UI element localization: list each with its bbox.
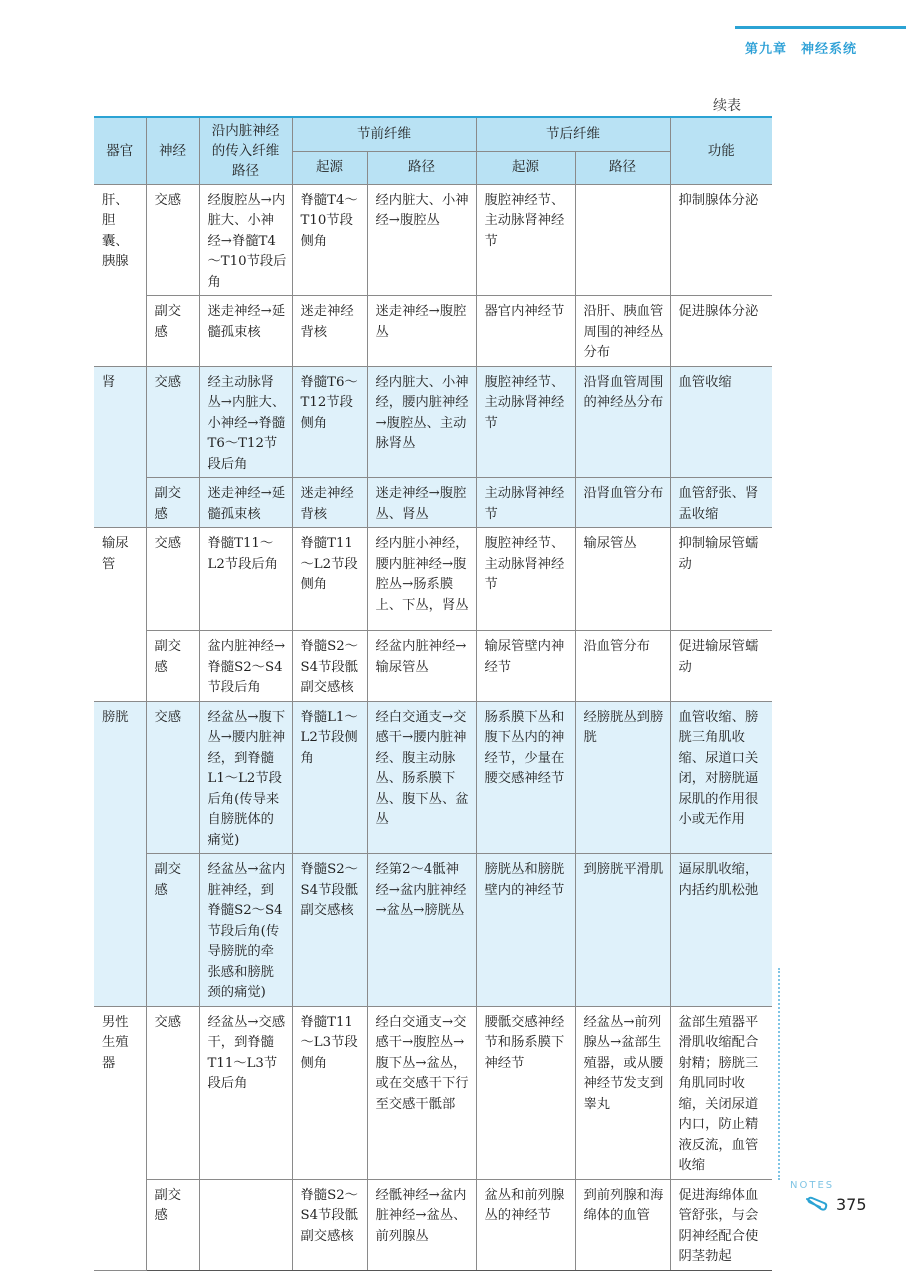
pre-route-cell: 迷走神经→腹腔丛: [367, 296, 476, 367]
function-cell: 逼尿肌收缩，内括约肌松弛: [670, 854, 772, 1007]
post-route-cell: 到前列腺和海绵体的血管: [575, 1179, 670, 1270]
pre-origin-cell: 脊髓T11～L3节段侧角: [292, 1006, 367, 1179]
header-postganglionic: 节后纤维: [476, 117, 670, 151]
pre-route-cell: 经第2～4骶神经→盆内脏神经→盆丛→膀胱丛: [367, 854, 476, 1007]
post-origin-cell: 腹腔神经节、主动脉肾神经节: [476, 184, 575, 296]
table-row: [94, 528, 772, 631]
post-route-cell: 沿肝、胰血管周围的神经丛分布: [575, 296, 670, 367]
header-preganglionic: 节前纤维: [292, 117, 476, 151]
pre-route-cell: 经内脏大、小神经→腹腔丛: [367, 184, 476, 296]
afferent-path-cell: 经主动脉肾丛→内脏大、小神经→脊髓T6～T12节段后角: [199, 366, 292, 478]
organ-cell: 输尿管: [94, 528, 146, 702]
notes-label: NOTES: [790, 1180, 835, 1191]
pre-origin-cell: 脊髓T11～L2节段侧角: [292, 528, 367, 631]
afferent-path-cell: 经盆丛→腹下丛→腰内脏神经，到脊髓L1～L2节段后角(传导来自膀胱体的痛觉): [199, 701, 292, 854]
nerve-cell: 交感: [146, 1006, 199, 1179]
header-pre-route: 路径: [367, 151, 476, 184]
nerve-cell: 副交感: [146, 1179, 199, 1270]
header-organ: 器官: [94, 117, 146, 184]
afferent-path-cell: 经腹腔丛→内脏大、小神经→脊髓T4～T10节段后角: [199, 184, 292, 296]
pre-route-cell: 迷走神经→腹腔丛、肾丛: [367, 478, 476, 528]
afferent-path-cell: 迷走神经→延髓孤束核: [199, 478, 292, 528]
table-row: [94, 478, 772, 528]
table-row: [94, 701, 772, 854]
post-origin-cell: 腹腔神经节、主动脉肾神经节: [476, 366, 575, 478]
nerve-cell: 交感: [146, 366, 199, 478]
afferent-path-cell: 脊髓T11～L2节段后角: [199, 528, 292, 631]
header-nerve: 神经: [146, 117, 199, 184]
post-route-cell: 输尿管丛: [575, 528, 670, 631]
header-pre-origin: 起源: [292, 151, 367, 184]
post-origin-cell: 主动脉肾神经节: [476, 478, 575, 528]
table-row: [94, 296, 772, 367]
header-accent-line: [735, 26, 906, 29]
table-row: [94, 1006, 772, 1179]
table-row: [94, 366, 772, 478]
pre-route-cell: 经骶神经→盆内脏神经→盆丛、前列腺丛: [367, 1179, 476, 1270]
pre-origin-cell: 脊髓T6～T12节段侧角: [292, 366, 367, 478]
pre-origin-cell: 迷走神经背核: [292, 296, 367, 367]
nerve-table: [94, 116, 772, 1271]
post-origin-cell: 腹腔神经节、主动脉肾神经节: [476, 528, 575, 631]
function-cell: 盆部生殖器平滑肌收缩配合射精；膀胱三角肌同时收缩，关闭尿道内口，防止精液反流，血管收缩: [670, 1006, 772, 1179]
function-cell: 抑制输尿管蠕动: [670, 528, 772, 631]
post-route-cell: 沿肾血管分布: [575, 478, 670, 528]
header-post-origin: 起源: [476, 151, 575, 184]
post-route-cell: 沿肾血管周围的神经丛分布: [575, 366, 670, 478]
nerve-cell: 交感: [146, 528, 199, 631]
notes-dotted-line: [778, 968, 780, 1180]
function-cell: 促进输尿管蠕动: [670, 631, 772, 702]
pre-origin-cell: 脊髓S2～S4节段骶副交感核: [292, 1179, 367, 1270]
function-cell: 血管收缩: [670, 366, 772, 478]
pre-origin-cell: 脊髓T4～T10节段侧角: [292, 184, 367, 296]
pre-route-cell: 经白交通支→交感干→腹腔丛→腹下丛→盆丛，或在交感干下行至交感干骶部: [367, 1006, 476, 1179]
post-route-cell: 到膀胱平滑肌: [575, 854, 670, 1007]
pre-route-cell: 经内脏大、小神经，腰内脏神经→腹腔丛、主动脉肾丛: [367, 366, 476, 478]
table-row: [94, 854, 772, 1007]
afferent-path-cell: 经盆丛→盆内脏神经，到脊髓S2～S4节段后角(传导膀胱的牵张感和膀胱颈的痛觉): [199, 854, 292, 1007]
nerve-cell: 副交感: [146, 631, 199, 702]
table-row: [94, 631, 772, 702]
pre-origin-cell: 脊髓L1～L2节段侧角: [292, 701, 367, 854]
paperclip-icon: [803, 1195, 829, 1213]
table-row: [94, 1179, 772, 1270]
function-cell: 血管舒张、肾盂收缩: [670, 478, 772, 528]
organ-cell: 肾: [94, 366, 146, 528]
pre-origin-cell: 脊髓S2～S4节段骶副交感核: [292, 631, 367, 702]
pre-route-cell: 经盆内脏神经→输尿管丛: [367, 631, 476, 702]
organ-cell: 肝、胆囊、胰腺: [94, 184, 146, 366]
function-cell: 抑制腺体分泌: [670, 184, 772, 296]
post-route-cell: 沿血管分布: [575, 631, 670, 702]
nerve-cell: 交感: [146, 701, 199, 854]
post-route-cell: 经膀胱丛到膀胱: [575, 701, 670, 854]
function-cell: 促进腺体分泌: [670, 296, 772, 367]
continued-label: 续表: [713, 98, 741, 114]
pre-route-cell: 经内脏小神经，腰内脏神经→腹腔丛→肠系膜上、下丛，肾丛: [367, 528, 476, 631]
nerve-cell: 副交感: [146, 854, 199, 1007]
afferent-path-cell: 经盆丛→交感干，到脊髓T11～L3节段后角: [199, 1006, 292, 1179]
organ-cell: 膀胱: [94, 701, 146, 1006]
post-origin-cell: 盆丛和前列腺丛的神经节: [476, 1179, 575, 1270]
post-origin-cell: 输尿管壁内神经节: [476, 631, 575, 702]
nerve-cell: 副交感: [146, 478, 199, 528]
header-afferent-path: 沿内脏神经的传入纤维路径: [199, 117, 292, 184]
function-cell: 促进海绵体血管舒张，与会阴神经配合使阴茎勃起: [670, 1179, 772, 1270]
pre-route-cell: 经白交通支→交感干→腰内脏神经、腹主动脉丛、肠系膜下丛、腹下丛、盆丛: [367, 701, 476, 854]
post-origin-cell: 器官内神经节: [476, 296, 575, 367]
nerve-cell: 交感: [146, 184, 199, 296]
chapter-title: 第九章 神经系统: [745, 42, 858, 57]
pre-origin-cell: 脊髓S2～S4节段骶副交感核: [292, 854, 367, 1007]
nerve-cell: 副交感: [146, 296, 199, 367]
pre-origin-cell: 迷走神经背核: [292, 478, 367, 528]
post-origin-cell: 腰骶交感神经节和肠系膜下神经节: [476, 1006, 575, 1179]
afferent-path-cell: 盆内脏神经→脊髓S2～S4节段后角: [199, 631, 292, 702]
afferent-path-cell: 迷走神经→延髓孤束核: [199, 296, 292, 367]
afferent-path-cell: [199, 1179, 292, 1270]
table-row: [94, 184, 772, 296]
function-cell: 血管收缩、膀胱三角肌收缩、尿道口关闭，对膀胱逼尿肌的作用很小或无作用: [670, 701, 772, 854]
post-origin-cell: 膀胱丛和膀胱壁内的神经节: [476, 854, 575, 1007]
header-function: 功能: [670, 117, 772, 184]
page-number: 375: [836, 1195, 867, 1214]
header-post-route: 路径: [575, 151, 670, 184]
post-origin-cell: 肠系膜下丛和腹下丛内的神经节，少量在腰交感神经节: [476, 701, 575, 854]
post-route-cell: [575, 184, 670, 296]
post-route-cell: 经盆丛→前列腺丛→盆部生殖器，或从腰神经节发支到睾丸: [575, 1006, 670, 1179]
organ-cell: 男性生殖器: [94, 1006, 146, 1270]
